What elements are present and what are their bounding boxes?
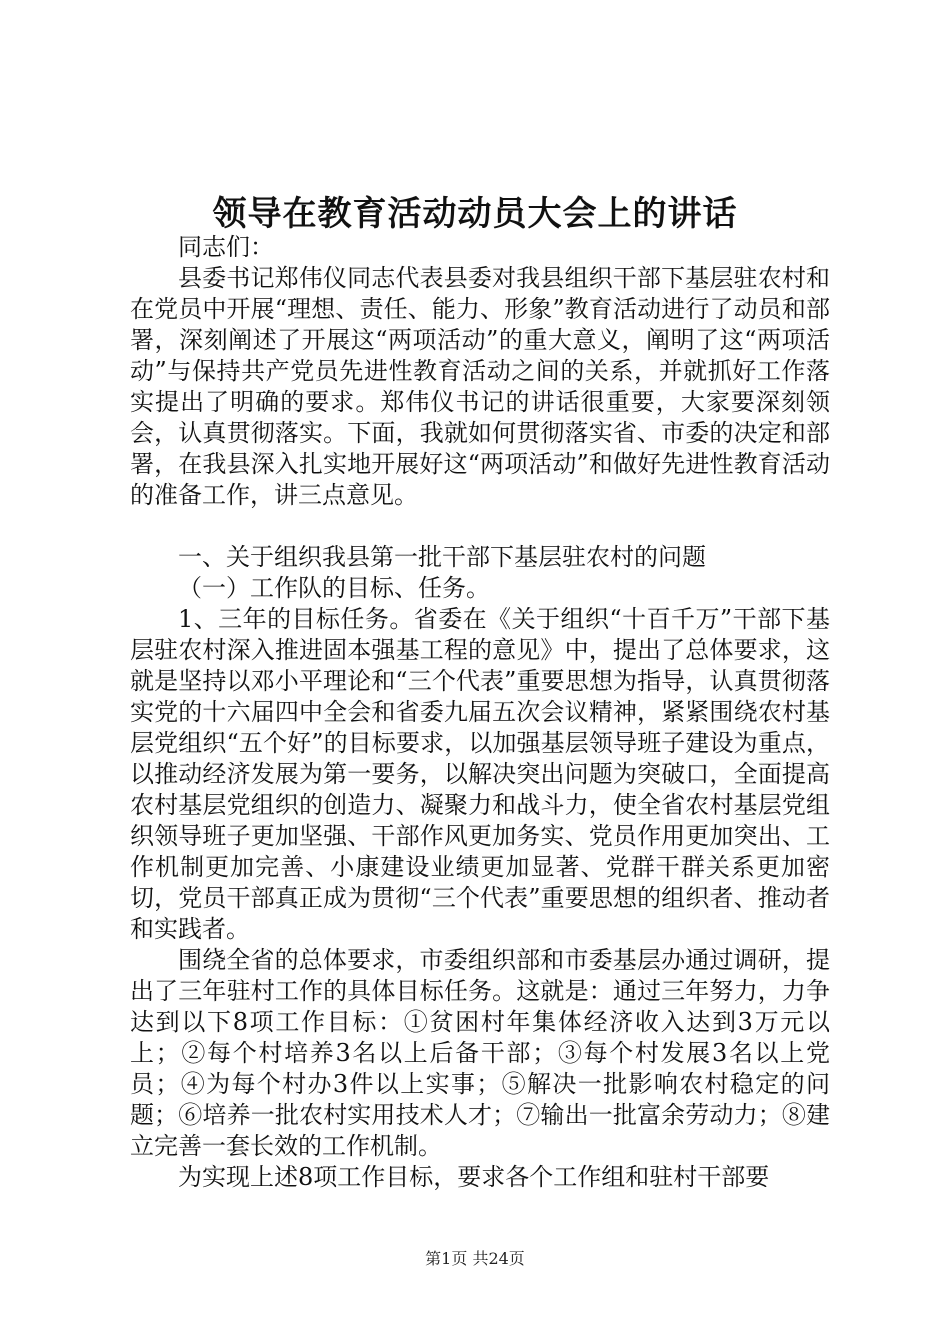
section-heading: 一、关于组织我县第一批干部下基层驻农村的问题	[178, 543, 706, 571]
page-number-footer: 第1页 共24页	[425, 1249, 525, 1268]
document-title: 领导在教育活动动员大会上的讲话	[212, 194, 738, 234]
targets-paragraph: 围绕全省的总体要求，市委组织部和市委基层办通过调研，提出了三年驻村工作的具体目标任务。这就是：通过三年努力，力争达到以下8项工作目标：①贫困村年集体经济收入达到3万元以上；②每个村培养3名以上后备干部；③每个村发展3名以上党员；④为每个村办3件以上实事；⑤解决一批影响农村稳定的问题；⑥培养一批农村实用技术人才；⑦输出一批富余劳动力；⑧建立完善一套长效的工作机制。	[130, 946, 830, 1160]
document-body	[130, 232, 830, 1193]
continuation-paragraph: 为实现上述8项工作目标，要求各个工作组和驻村干部要	[178, 1163, 770, 1191]
intro-paragraph: 县委书记郑伟仪同志代表县委对我县组织干部下基层驻农村和在党员中开展“理想、责任、能力、形象”教育活动进行了动员和部署，深刻阐述了开展这“两项活动”的重大意义，阐明了这“两项活动”与保持共产党员先进性教育活动之间的关系，并就抓好工作落实提出了明确的要求。郑伟仪书记的讲话很重要，大家要深刻领会，认真贯彻落实。下面，我就如何贯彻落实省、市委的决定和部署，在我县深入扎实地开展好这“两项活动”和做好先进性教育活动的准备工作，讲三点意见。	[130, 264, 830, 509]
salutation: 同志们：	[178, 233, 274, 261]
paragraph-gap	[130, 511, 830, 542]
subsection-heading: （一）工作队的目标、任务。	[178, 574, 490, 602]
goal-paragraph: 1、三年的目标任务。省委在《关于组织“十百千万”干部下基层驻农村深入推进固本强基工程的意见》中，提出了总体要求，这就是坚持以邓小平理论和“三个代表”重要思想为指导，认真贯彻落实党的十六届四中全会和省委九届五次会议精神，紧紧围绕农村基层党组织“五个好”的目标要求，以加强基层领导班子建设为重点，以推动经济发展为第一要务，以解决突出问题为突破口，全面提高农村基层党组织的创造力、凝聚力和战斗力，使全省农村基层党组织领导班子更加坚强、干部作风更加务实、党员作用更加突出、工作机制更加完善、小康建设业绩更加显著、党群干群关系更加密切，党员干部真正成为贯彻“三个代表”重要思想的组织者、推动者和实践者。	[130, 605, 830, 943]
